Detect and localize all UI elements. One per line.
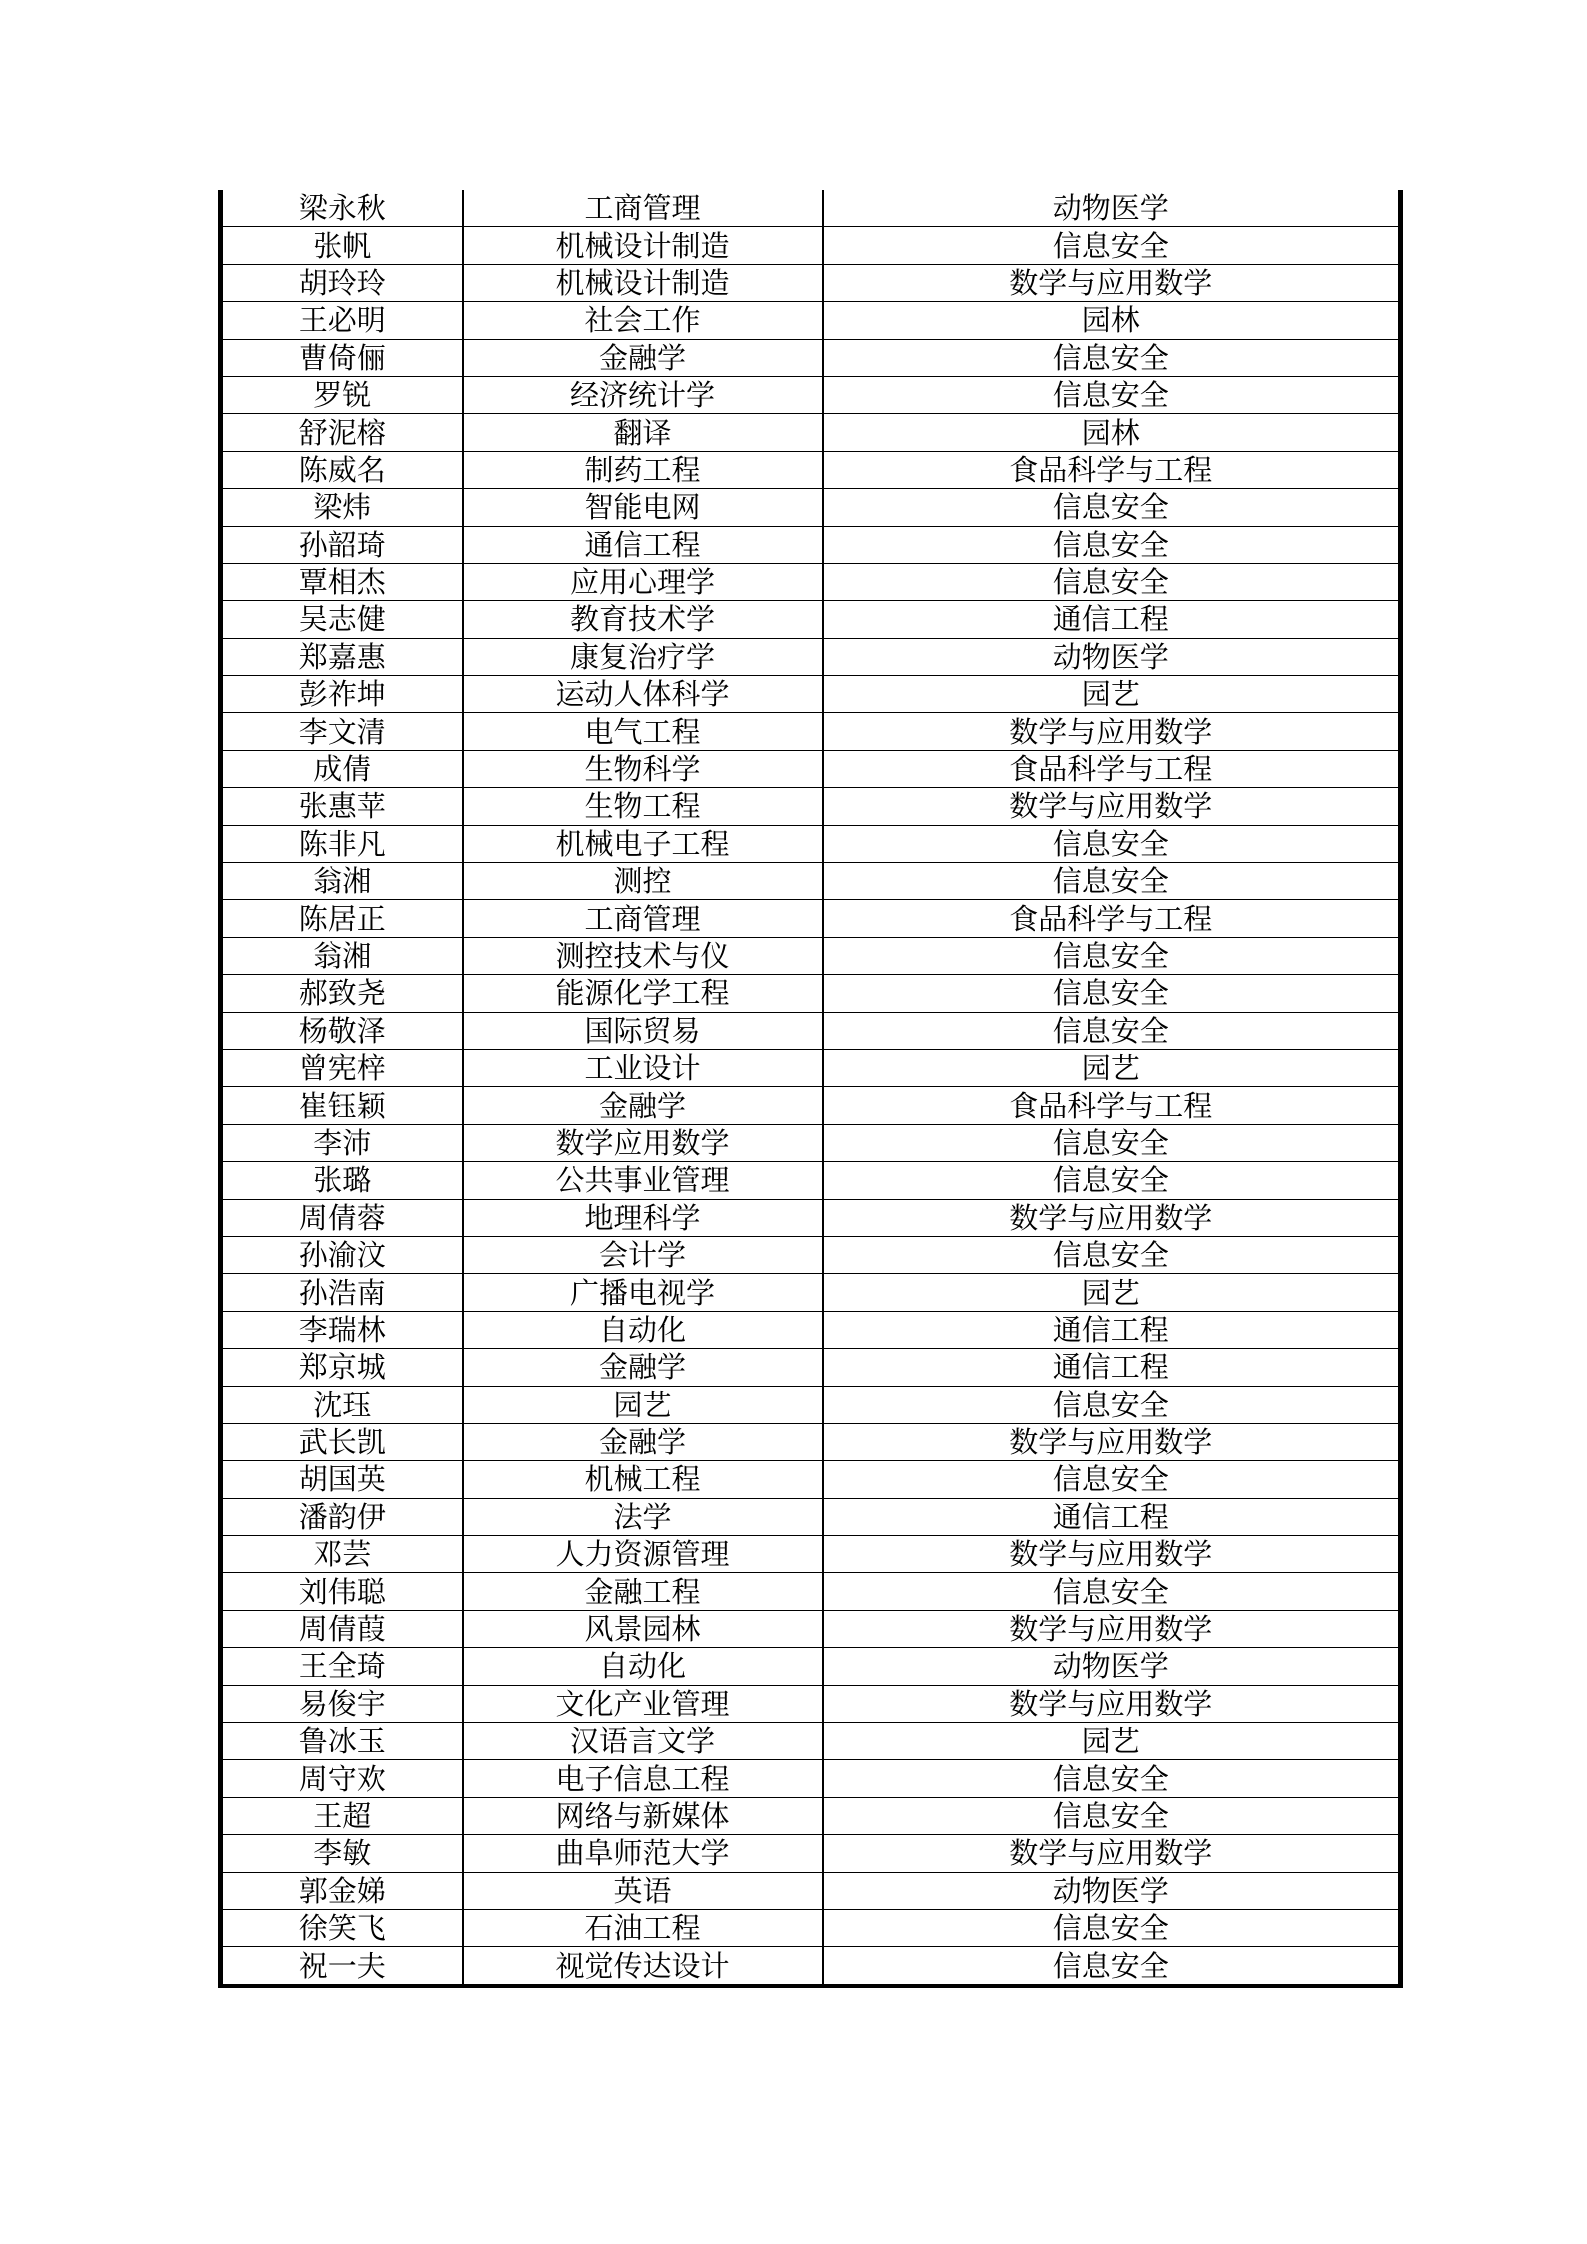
- original-major-cell: 金融工程: [463, 1573, 823, 1610]
- table-row: [221, 825, 1401, 862]
- student-name-cell: 曾宪梓: [221, 1049, 463, 1086]
- student-name-cell: 周守欢: [221, 1760, 463, 1797]
- original-major-cell: 机械电子工程: [463, 825, 823, 862]
- student-name-cell: 李敏: [221, 1835, 463, 1872]
- table-row: [221, 1498, 1401, 1535]
- table-row: [221, 227, 1401, 264]
- original-major-cell: 工商管理: [463, 900, 823, 937]
- student-name-cell: 郝致尧: [221, 975, 463, 1012]
- new-major-cell: 数学与应用数学: [823, 713, 1401, 750]
- student-name-cell: 武长凯: [221, 1423, 463, 1460]
- new-major-cell: 信息安全: [823, 1573, 1401, 1610]
- new-major-cell: 信息安全: [823, 339, 1401, 376]
- original-major-cell: 经济统计学: [463, 376, 823, 413]
- table-row: [221, 1461, 1401, 1498]
- student-name-cell: 郭金娣: [221, 1872, 463, 1909]
- table-row: [221, 937, 1401, 974]
- student-name-cell: 徐笑飞: [221, 1909, 463, 1946]
- student-name-cell: 鲁冰玉: [221, 1723, 463, 1760]
- original-major-cell: 文化产业管理: [463, 1685, 823, 1722]
- new-major-cell: 食品科学与工程: [823, 750, 1401, 787]
- original-major-cell: 数学应用数学: [463, 1124, 823, 1161]
- student-name-cell: 孙浩南: [221, 1274, 463, 1311]
- original-major-cell: 制药工程: [463, 451, 823, 488]
- table-row: [221, 376, 1401, 413]
- student-name-cell: 陈居正: [221, 900, 463, 937]
- table-row: [221, 1087, 1401, 1124]
- student-name-cell: 曹倚俪: [221, 339, 463, 376]
- new-major-cell: 园艺: [823, 1049, 1401, 1086]
- new-major-cell: 信息安全: [823, 1461, 1401, 1498]
- student-name-cell: 周倩葭: [221, 1610, 463, 1647]
- table-row: [221, 1049, 1401, 1086]
- new-major-cell: 园艺: [823, 1723, 1401, 1760]
- student-name-cell: 张惠苹: [221, 788, 463, 825]
- new-major-cell: 动物医学: [823, 190, 1401, 227]
- student-name-cell: 祝一夫: [221, 1947, 463, 1986]
- new-major-cell: 数学与应用数学: [823, 1610, 1401, 1647]
- new-major-cell: 园林: [823, 302, 1401, 339]
- student-name-cell: 李瑞林: [221, 1311, 463, 1348]
- table-row: [221, 1685, 1401, 1722]
- original-major-cell: 曲阜师范大学: [463, 1835, 823, 1872]
- student-name-cell: 孙渝汶: [221, 1236, 463, 1273]
- student-name-cell: 郑京城: [221, 1349, 463, 1386]
- table-row: [221, 900, 1401, 937]
- table-row: [221, 1236, 1401, 1273]
- table-row: [221, 339, 1401, 376]
- original-major-cell: 公共事业管理: [463, 1162, 823, 1199]
- table-row: [221, 190, 1401, 227]
- new-major-cell: 数学与应用数学: [823, 788, 1401, 825]
- table-row: [221, 489, 1401, 526]
- table-row: [221, 638, 1401, 675]
- original-major-cell: 智能电网: [463, 489, 823, 526]
- table-row: [221, 1124, 1401, 1161]
- original-major-cell: 社会工作: [463, 302, 823, 339]
- student-name-cell: 王超: [221, 1797, 463, 1834]
- new-major-cell: 数学与应用数学: [823, 1685, 1401, 1722]
- table-row: [221, 1349, 1401, 1386]
- student-name-cell: 刘伟聪: [221, 1573, 463, 1610]
- student-name-cell: 陈威名: [221, 451, 463, 488]
- new-major-cell: 信息安全: [823, 1162, 1401, 1199]
- student-name-cell: 成倩: [221, 750, 463, 787]
- table-row: [221, 788, 1401, 825]
- new-major-cell: 园艺: [823, 676, 1401, 713]
- table-row: [221, 1199, 1401, 1236]
- original-major-cell: 自动化: [463, 1648, 823, 1685]
- table-row: [221, 1311, 1401, 1348]
- student-name-cell: 胡国英: [221, 1461, 463, 1498]
- original-major-cell: 人力资源管理: [463, 1536, 823, 1573]
- original-major-cell: 自动化: [463, 1311, 823, 1348]
- original-major-cell: 生物科学: [463, 750, 823, 787]
- student-name-cell: 梁炜: [221, 489, 463, 526]
- student-name-cell: 覃相杰: [221, 563, 463, 600]
- new-major-cell: 食品科学与工程: [823, 1087, 1401, 1124]
- student-name-cell: 吴志健: [221, 601, 463, 638]
- student-name-cell: 李文清: [221, 713, 463, 750]
- new-major-cell: 园林: [823, 414, 1401, 451]
- student-name-cell: 邓芸: [221, 1536, 463, 1573]
- new-major-cell: 动物医学: [823, 1648, 1401, 1685]
- table-row: [221, 563, 1401, 600]
- student-name-cell: 彭祚坤: [221, 676, 463, 713]
- original-major-cell: 广播电视学: [463, 1274, 823, 1311]
- original-major-cell: 机械设计制造: [463, 264, 823, 301]
- original-major-cell: 翻译: [463, 414, 823, 451]
- new-major-cell: 信息安全: [823, 1797, 1401, 1834]
- student-name-cell: 舒泥榕: [221, 414, 463, 451]
- student-name-cell: 梁永秋: [221, 190, 463, 227]
- table-row: [221, 1573, 1401, 1610]
- table-body: [221, 190, 1401, 1986]
- student-name-cell: 王必明: [221, 302, 463, 339]
- original-major-cell: 会计学: [463, 1236, 823, 1273]
- new-major-cell: 信息安全: [823, 1760, 1401, 1797]
- new-major-cell: 园艺: [823, 1274, 1401, 1311]
- table-row: [221, 676, 1401, 713]
- original-major-cell: 风景园林: [463, 1610, 823, 1647]
- student-name-cell: 潘韵伊: [221, 1498, 463, 1535]
- original-major-cell: 测控技术与仪: [463, 937, 823, 974]
- student-name-cell: 易俊宇: [221, 1685, 463, 1722]
- table-row: [221, 1797, 1401, 1834]
- transfer-table: [218, 190, 1403, 1988]
- table-row: [221, 1012, 1401, 1049]
- original-major-cell: 法学: [463, 1498, 823, 1535]
- student-name-cell: 翁湘: [221, 863, 463, 900]
- original-major-cell: 电子信息工程: [463, 1760, 823, 1797]
- original-major-cell: 金融学: [463, 1087, 823, 1124]
- original-major-cell: 工商管理: [463, 190, 823, 227]
- original-major-cell: 园艺: [463, 1386, 823, 1423]
- new-major-cell: 通信工程: [823, 601, 1401, 638]
- student-name-cell: 王全琦: [221, 1648, 463, 1685]
- student-name-cell: 郑嘉惠: [221, 638, 463, 675]
- original-major-cell: 测控: [463, 863, 823, 900]
- new-major-cell: 数学与应用数学: [823, 1423, 1401, 1460]
- table-row: [221, 1162, 1401, 1199]
- new-major-cell: 数学与应用数学: [823, 264, 1401, 301]
- table-row: [221, 1947, 1401, 1986]
- new-major-cell: 动物医学: [823, 1872, 1401, 1909]
- new-major-cell: 通信工程: [823, 1498, 1401, 1535]
- original-major-cell: 石油工程: [463, 1909, 823, 1946]
- original-major-cell: 国际贸易: [463, 1012, 823, 1049]
- new-major-cell: 信息安全: [823, 1236, 1401, 1273]
- table-row: [221, 1723, 1401, 1760]
- original-major-cell: 网络与新媒体: [463, 1797, 823, 1834]
- original-major-cell: 机械设计制造: [463, 227, 823, 264]
- table-row: [221, 264, 1401, 301]
- new-major-cell: 信息安全: [823, 975, 1401, 1012]
- new-major-cell: 信息安全: [823, 863, 1401, 900]
- original-major-cell: 生物工程: [463, 788, 823, 825]
- new-major-cell: 数学与应用数学: [823, 1199, 1401, 1236]
- student-name-cell: 张璐: [221, 1162, 463, 1199]
- student-name-cell: 张帆: [221, 227, 463, 264]
- original-major-cell: 汉语言文学: [463, 1723, 823, 1760]
- original-major-cell: 英语: [463, 1872, 823, 1909]
- new-major-cell: 信息安全: [823, 937, 1401, 974]
- original-major-cell: 金融学: [463, 1423, 823, 1460]
- new-major-cell: 信息安全: [823, 1012, 1401, 1049]
- student-name-cell: 沈珏: [221, 1386, 463, 1423]
- table-row: [221, 750, 1401, 787]
- original-major-cell: 视觉传达设计: [463, 1947, 823, 1986]
- table-row: [221, 1909, 1401, 1946]
- table-row: [221, 1274, 1401, 1311]
- table-row: [221, 1648, 1401, 1685]
- table-row: [221, 526, 1401, 563]
- table-row: [221, 863, 1401, 900]
- table-row: [221, 601, 1401, 638]
- new-major-cell: 信息安全: [823, 526, 1401, 563]
- new-major-cell: 通信工程: [823, 1311, 1401, 1348]
- original-major-cell: 能源化学工程: [463, 975, 823, 1012]
- new-major-cell: 信息安全: [823, 563, 1401, 600]
- table-row: [221, 713, 1401, 750]
- student-name-cell: 杨敬泽: [221, 1012, 463, 1049]
- table-row: [221, 414, 1401, 451]
- student-name-cell: 孙韶琦: [221, 526, 463, 563]
- table-row: [221, 1760, 1401, 1797]
- table-row: [221, 975, 1401, 1012]
- original-major-cell: 金融学: [463, 339, 823, 376]
- student-name-cell: 罗锐: [221, 376, 463, 413]
- new-major-cell: 食品科学与工程: [823, 451, 1401, 488]
- table-row: [221, 302, 1401, 339]
- original-major-cell: 教育技术学: [463, 601, 823, 638]
- student-name-cell: 陈非凡: [221, 825, 463, 862]
- original-major-cell: 机械工程: [463, 1461, 823, 1498]
- new-major-cell: 数学与应用数学: [823, 1835, 1401, 1872]
- table-row: [221, 1872, 1401, 1909]
- new-major-cell: 信息安全: [823, 1909, 1401, 1946]
- student-name-cell: 翁湘: [221, 937, 463, 974]
- new-major-cell: 动物医学: [823, 638, 1401, 675]
- student-name-cell: 崔钰颖: [221, 1087, 463, 1124]
- new-major-cell: 信息安全: [823, 376, 1401, 413]
- new-major-cell: 信息安全: [823, 1386, 1401, 1423]
- original-major-cell: 地理科学: [463, 1199, 823, 1236]
- original-major-cell: 康复治疗学: [463, 638, 823, 675]
- new-major-cell: 通信工程: [823, 1349, 1401, 1386]
- new-major-cell: 数学与应用数学: [823, 1536, 1401, 1573]
- new-major-cell: 信息安全: [823, 825, 1401, 862]
- table-row: [221, 1536, 1401, 1573]
- new-major-cell: 食品科学与工程: [823, 900, 1401, 937]
- student-name-cell: 李沛: [221, 1124, 463, 1161]
- original-major-cell: 应用心理学: [463, 563, 823, 600]
- table-row: [221, 1386, 1401, 1423]
- student-name-cell: 周倩蓉: [221, 1199, 463, 1236]
- original-major-cell: 运动人体科学: [463, 676, 823, 713]
- original-major-cell: 通信工程: [463, 526, 823, 563]
- new-major-cell: 信息安全: [823, 1947, 1401, 1986]
- new-major-cell: 信息安全: [823, 489, 1401, 526]
- original-major-cell: 电气工程: [463, 713, 823, 750]
- table-row: [221, 1423, 1401, 1460]
- original-major-cell: 工业设计: [463, 1049, 823, 1086]
- student-name-cell: 胡玲玲: [221, 264, 463, 301]
- table-row: [221, 1835, 1401, 1872]
- new-major-cell: 信息安全: [823, 227, 1401, 264]
- original-major-cell: 金融学: [463, 1349, 823, 1386]
- new-major-cell: 信息安全: [823, 1124, 1401, 1161]
- table-row: [221, 451, 1401, 488]
- table-row: [221, 1610, 1401, 1647]
